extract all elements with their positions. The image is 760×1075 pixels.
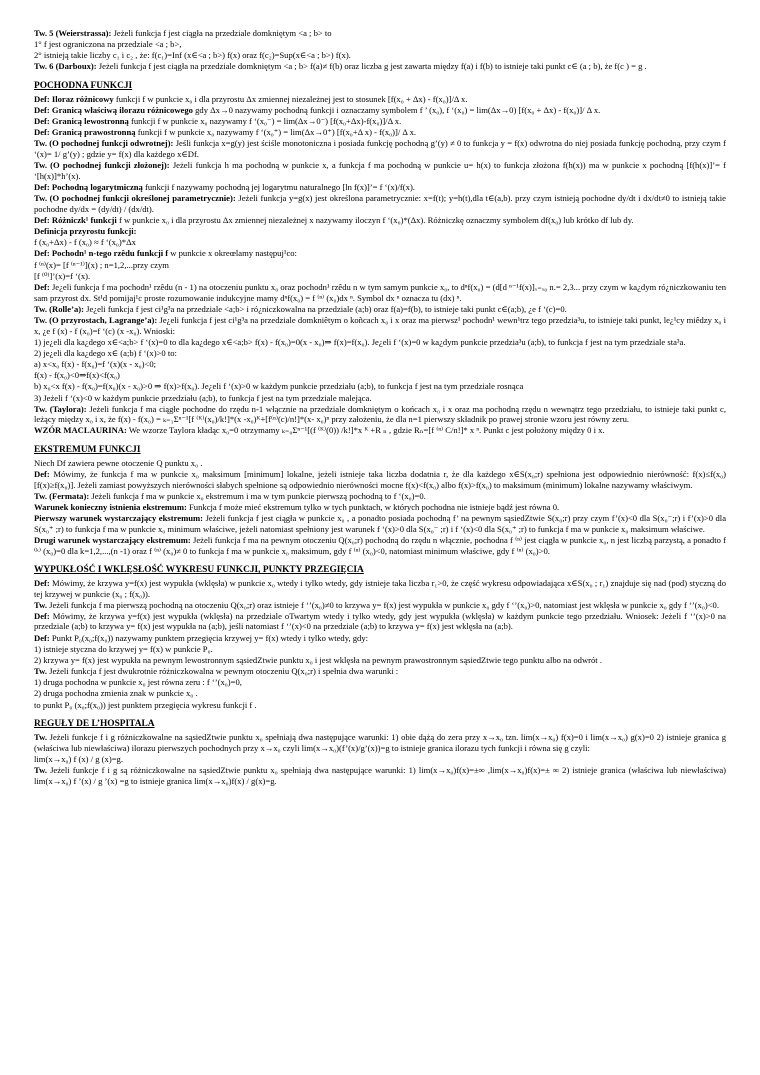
paragraph [34,469,726,490]
paragraph [34,458,726,469]
paragraph [34,491,726,502]
paragraph-label: Tw. (Fermata): [34,490,90,501]
paragraph-label: Def: [34,610,50,621]
section [34,81,726,436]
paragraph-label: Tw. [34,666,47,677]
paragraph-label: Warunek konieczny istnienia ekstremum: [34,501,187,512]
paragraph-text: Jeśli funkcja x=g(y) jest ściśle monotoniczna i posiada funkcję pochodną g’(y) ≠ 0 to funkcja y = f(x) odwrotna do niej posiada funkcję pochodną, przy czym f ‘(x)= 1/ g’(y) ; gdzie y= f(x) dla każdego x∈Df. [34,138,727,160]
section-heading: WYPUKŁOŚĆ I WKLĘSŁOŚĆ WYKRESU FUNKCJI, PUNKTY PRZEGIĘCIA [34,565,364,576]
paragraph-text: funkcji f w punkcie x₀ nazywamy f ‘(x₀⁺) = lim(Δx→0⁺) [f(x₀+Δ x) - f(x₀)]/ Δ x. [137,127,417,138]
paragraph-label: Tw. [34,599,47,610]
section [34,565,726,710]
paragraph [34,765,726,786]
paragraph [34,502,726,513]
paragraph-label: Def: Granicą prawostronną [34,127,136,138]
paragraph [34,754,726,765]
paragraph [34,404,726,425]
paragraph [34,271,726,282]
paragraph [34,28,726,39]
paragraph-label: Definicja przyrostu funkcji: [34,226,137,237]
paragraph-text: 2° istnieją takie liczby c₁ i c₂ , że: f(c₁)=Inf (x∈<a ; b>) f(x) oraz f(c₂)=Sup(x∈<a ; b>) f(x). [34,50,351,61]
section [34,445,726,556]
paragraph-text: b) x₀<x f(x) - f(x₀)=f(x₀)(x - x₀)>0 ⇒ f(x)>f(x₀). Je¿eli f ‘(x)>0 w każdym punkcie przedziału (a;b), to funkcja f jest na tym przedziale rosnąca [34,381,524,392]
paragraph-text: Jeżeli funkcja h ma pochodną w punkcie x, a funkcja f ma pochodną w punkcie u= h(x) to funkcja złożona f(h(x)) ma w punkcie x pochodną [f(h(x)]’= f ‘[h(x)]*h’(x). [34,160,727,181]
paragraph [34,677,726,688]
paragraph-text: Je¿eli funkcja f jest ci¹g³a na przedziale domkniêtym o koñcach x₀ i x oraz ma pierwsz¹ pochodn¹ wewn¹trz tego przedzia³u, to istnieje taki punkt, le¿¹cy miêdzy x₀ i x, ¿e f (x) - f (x₀)=f ‘(c) (x -x₀). Wnioski: [34,314,727,336]
paragraph [34,105,726,116]
paragraph-label: Def: Pochodn¹ n-tego rzêdu funkcji f [34,248,169,259]
paragraph [34,127,726,138]
paragraph-text: funkcji f w punkcie x₀ i dla przyrostu Δx zmiennej niezależnej jest to stosunek [f(x₀ + Δx) - f(x₀)]/Δ x. [115,93,468,104]
paragraph-text: [f ⁽⁰⁾]’(x)=f ‘(x). [34,270,91,281]
paragraph-label: Tw. [34,764,47,775]
paragraph-text: 2) je¿eli dla ka¿dego x∈ (a;b) f ‘(x)>0 to: [34,347,177,358]
paragraph-text: Jeżeli funkcja f ma ciągłe pochodne do rzędu n-1 włącznie na przedziale domkniętym o końcach x₀ i x oraz ma pochodną rzędu n wewnątrz tego przedziału, to istnieje taki punkt c, leżący między x₀ i x, że f(x) - f(x₀) = ₖ₌₁Σⁿ⁻¹[f ⁽ᴷ⁾(x₀)/k!]*(x -x₀)ᴷ+[f⁽ⁿ⁾(c)/n!]*(x- x₀)ⁿ przy założeniu, że dla n=1 pierwszy składnik po prawej stronie wzoru jest równy zeru. [34,403,726,425]
paragraph-text: Je¿eli funkcja f jest ci¹g³a na przedziale <a;b> i ró¿niczkowalna na przedziale (a;b) oraz f(a)=f(b), to istnieje taki punkt c∈(a;b), ¿e f ‘(c)=0. [86,303,567,314]
paragraph-label: Def: [34,281,50,292]
paragraph-text: a) x<x₀ f(x) - f(x₀)=f ‘(x)(x - x₀)<0; [34,359,157,370]
paragraph-label: Pierwszy warunek wystarczający ekstremum: [34,513,204,524]
paragraph [34,182,726,193]
paragraph-text: Punkt P₀(x₀;f(x₀)) nazywamy punktem przegięcia krzywej y= f(x) wtedy i tylko wtedy, gdy: [51,632,369,643]
paragraph-text: 1) druga pochodna w punkcie x₀ jest równa zeru : f ‘’(x₀)=0, [34,677,242,688]
paragraph-text: Jeżeli funkcje f i g są różniczkowalne na sąsiedZtwie punktu x₀ spełniają dwa następujące warunki: 1) lim(x→x₀)f(x)=±∞ ,lim(x→x₀)f(x)=± ∞ 2) istnieje granica (właściwa lub niewłaściwa) lim(x→x₀) f ’(x) / g ’(x) =g to istnieje granica lim(x→x₀)f(x) / g(x)=g. [34,764,726,786]
paragraph [34,116,726,127]
paragraph [34,94,726,105]
paragraph [34,226,726,237]
paragraph-text: Je¿eli funkcja f ma pochodn¹ rzêdu (n - 1) na otoczeniu punktu x₀ oraz pochodn¹ rzêdu n w tym samym punkcie x₀, to dⁿf(x₀) = (d[d ⁿ⁻¹f(x)]ₓ₌ₓ₀ n.= 2,3... przy czym w ka¿dym ró¿niczkowaniu ten sam przyrost dx. St¹d pomijaj¹c proste rozumowanie indukcyjne mamy dⁿf(x₀) = f ⁽ⁿ⁾ (x₀)dx ⁿ. Symbol dx ⁿ oznacza tu (dx) ⁿ. [34,281,726,303]
paragraph-text: Jeżeli funkcja f jest ciągła na przedziale domkniętym <a ; b> to [113,28,332,38]
paragraph-text: Jeżeli funkcja f jest ciągła w punkcie x₀ , a ponadto posiada pochodną f’ na pewnym sąsiedZtwie S(x₀;r) przy czym f’(x)<0 dla S(x₀⁻;r) i f’(x)>0 dla S(x₀⁺ ;r) to funkcja f ma w punkcie x₀ minimum właściwe, jeżeli natomiast spełniony jest warunek f ‘(x)>0 dla S(x₀⁻ ;r) i f ‘(x)<0 dla S(x₀⁺ ;r) to funkcja f ma w punkcie x₀ maksimum właściwe. [34,513,727,534]
paragraph-text: f ⁽ⁿ⁾(x)= [f ⁽ⁿ⁻¹⁾](x) ; n=1,2,...przy czym [34,259,169,270]
paragraph-text: 2) druga pochodna zmienia znak w punkcie x₀ . [34,688,198,699]
paragraph [34,644,726,655]
paragraph-text: Funkcja f może mieć ekstremum tylko w tych punktach, w których pochodna nie istnieje bądź jest równa 0. [189,501,560,512]
paragraph [34,655,726,666]
paragraph-label: Def: [34,632,50,643]
section [34,28,726,72]
paragraph-label: Def: Granicą lewostronną [34,116,129,127]
paragraph-text: f w punkcie x₀ i dla przyrostu Δx zmiennej niezależnej x nazywamy iloczyn f ‘(x₀)*(Δx). Różniczkę oznaczmy symbolem df(x₀) lub krótko df lub dy. [118,215,634,225]
paragraph [34,666,726,677]
paragraph [34,39,726,50]
paragraph-text: 1) istnieje styczna do krzywej y= f(x) w punkcie P₀. [34,643,213,654]
paragraph-text: Mówimy, że krzywa y=f(x) jest wypukła (wklęsła) na przedziale oTwartym wtedy i tylko wtedy, gdy jest wypukła (wklęsła) w każdym punkcie tego przedziału. Wniosek: Jeżeli f ‘’(x)>0 na przedziale (a;b) to krzywa y= f(x) jest wypukła na (a;b), jeśli natomiast f ‘’(x)<0 na przedziale (a;b) to krzywa y= f(x) jest wklęsła na (a;b). [34,610,726,632]
paragraph-text: 2) krzywa y= f(x) jest wypukła na pewnym lewostronnym sąsiedZtwie punktu x₀ i jest wklęsła na pewnym prawostronnym sąsiedZtwie tego punktu albo na odwrót . [34,654,602,665]
paragraph-text: Jeżeli funkcja f jest dwukrotnie różniczkowalna w pewnym otoczeniu Q(x₀;r) i spełnia dwa warunki : [49,666,399,677]
paragraph-label: Def: Pochodną logarytmiczną [34,182,143,193]
paragraph [34,535,726,556]
paragraph-label: Tw. (O pochodnej funkcji określonej parametrycznie): [34,193,236,204]
paragraph [34,700,726,711]
paragraph-label: Def: Iloraz różnicowy [34,93,114,104]
paragraph-text: 3) Jeżeli f ‘(x)<0 w każdym punkcie przedziału (a;b), to funkcja f jest na tym przedziale malejąca. [34,392,372,403]
paragraph [34,315,726,336]
paragraph-text: Jeżeli funkcja f ma na pewnym otoczeniu Q(x₀;r) pochodną do rzędu n włącznie, pochodna f ⁽ⁿ⁾ jest ciągła w punkcie x₀, n jest liczbą parzystą, a ponadto f ⁽ᵏ⁾ (x₀)=0 dla k=1,2,...,(n -1) oraz f ⁽ⁿ⁾ (x₀)≠ 0 to funkcja f ma w punkcie x₀ maksimum, gdy f ⁽ⁿ⁾ (x₀)<0, natomiast minimum właściwe, gdy f ⁽ⁿ⁾ (x₀)>0. [34,534,726,556]
paragraph [34,370,726,381]
paragraph [34,160,726,181]
section-heading: REGUŁY DE L’HOSPITALA [34,719,155,730]
paragraph-text: to punkt P₀ (x₀;f(x₀)) jest punktem przegięcia wykresu funkcji f . [34,699,257,710]
paragraph-text: Jeżeli funkcja f jest ciągła na przedziale domkniętym <a ; b> f(a)≠ f(b) oraz liczba g jest zawarta między f(a) i f(b) to istnieje taki punkt c∈ (a ; b), że f(c ) = g . [98,61,647,72]
paragraph [34,193,726,214]
paragraph-text: We wzorze Taylora kładąc x₀=0 otrzymamy ₖ₌₀Σⁿ⁻¹[(f ⁽ᴷ⁾(0)) /k!]*x ᴷ +R ₙ , gdzie Rₙ=[f ⁽ⁿ⁾ C/n!]* x ⁿ. Punkt c jest położony między 0 i x. [128,425,605,436]
section-heading: EKSTREMUM FUNKCJI [34,445,141,456]
paragraph [34,425,726,436]
paragraph-text: f (x₀+Δx) - f (x₀) ≈ f ‘(x₀)*Δx [34,237,136,248]
paragraph [34,237,726,248]
section-heading: POCHODNA FUNKCJI [34,81,133,92]
paragraph-text: funkcji f nazywamy pochodną jej logarytmu naturalnego [ln f(x)]’= f ‘(x)/f(x). [145,182,415,193]
paragraph-text: f(x) - f(x₀)<0⇒f(x)<f(x₀) [34,370,120,381]
paragraph-label: Tw. (O przyrostach, Lagrange’a): [34,314,158,325]
paragraph [34,732,726,753]
paragraph [34,260,726,271]
paragraph [34,393,726,404]
paragraph-label: Def: Różniczk¹ funkcji [34,215,117,225]
paragraph-text: 1) je¿eli dla ka¿dego x∈<a;b> f ‘(x)=0 to dla ka¿dego x∈<a;b> f(x) - f(x₀)=0(x - x₀)⇒ f(x)=f(x₀). Je¿eli f ‘(x)=0 w ka¿dym punkcie przedzia³u (a;b), to funkcja f jest na tym przedziale sta³a. [34,336,686,347]
paragraph [34,633,726,644]
paragraph-text: Niech Df zawiera pewne otoczenie Q punktu x₀ . [34,457,203,468]
paragraph-text: 1° f jest ograniczona na przedziale <a ; b>, [34,39,182,50]
paragraph [34,138,726,159]
paragraph [34,611,726,632]
paragraph-label: Tw. (O pochodnej funkcji odwrotnej): [34,138,174,149]
paragraph [34,304,726,315]
section [34,719,726,786]
paragraph [34,337,726,348]
paragraph-text: lim(x→x₀) f (x) / g (x)=g. [34,753,123,764]
paragraph [34,359,726,370]
paragraph-text: Mówimy, że funkcja f ma w punkcie x₀ maksimum [minimum] lokalne, jeżeli istnieje taka liczba dodatnia r, że dla każdego x∈S(x₀;r) spełniona jest odpowiednio nierówność: f(x)≤f(x₀) [f(x)≥f(x₀)]. Jeżeli zamiast powyższych nierówności słabych spełnione są odpowiednio nierówności mocne f(x)<f(x₀) albo f(x)>f(x₀) to maksimum (minimum) lokalne nazywamy właściwym. [34,468,726,490]
paragraph [34,688,726,699]
paragraph [34,248,726,259]
paragraph-label: Tw. (Rolle’a): [34,303,84,314]
paragraph [34,61,726,72]
paragraph [34,50,726,61]
paragraph-label: Def: [34,577,50,588]
paragraph [34,215,726,226]
paragraph-label: Tw. (O pochodnej funkcji złożonej): [34,160,170,171]
paragraph [34,381,726,392]
paragraph-label: Tw. 6 (Darboux): [34,61,97,72]
paragraph-text: Mówimy, że krzywa y=f(x) jest wypukła (wklęsła) w punkcie x₀ wtedy i tylko wtedy, gdy istnieje taka liczba r₁>0, że część wykresu odpowiadająca x∈S(x₀ ; r₁) znajduje się nad (pod) styczną do tej krzywej w punkcie (x₀ ; f(x₀)). [34,577,726,599]
paragraph-label: Drugi warunek wystarczający ekstremum: [34,534,191,545]
paragraph-text: Jeżeli funkcje f i g różniczkowalne na sąsiedZtwie punktu x₀ spełniają dwa następujące warunki: 1) obie dążą do zera przy x→x₀ tzn. lim(x→x₀) f(x)=0 i lim(x→x₀) g(x)=0 2) istnieje granica g (właściwa lub niewłaściwa) ilorazu pierwszych pochodnych przy x→x₀ czyli lim(x→x₀)(f’(x)/g’(x))=g to istnieje granica ilorazu tych funkcji i równa się g czyli: [34,731,726,753]
paragraph-label: Def: Granicą właściwą ilorazu różnicowego [34,104,193,115]
paragraph-text: Jeżeli funkcja f ma pierwszą pochodną na otoczeniu Q(x₀;r) oraz istnieje f ‘’(x₀)≠0 to krzywa y= f(x) jest wypukła w punkcie x₀ gdy f ‘’(x₀)>0, natomiast jest wklęsła w punkcie x₀ gdy f ‘’(x₀)<0. [49,599,719,610]
paragraph [34,600,726,611]
paragraph-label: Tw. (Taylora): [34,403,87,414]
paragraph [34,348,726,359]
paragraph-text: w punkcie x okreœlamy następuj¹co: [170,248,297,259]
paragraph-label: Tw. [34,731,47,742]
paragraph-text: Jeżeli funkcja y=g(x) jest określona parametrycznie: x=f(t); y=h(t),dla t∈(a,b). przy czym istnieją pochodne dy/dt i dx/dt≠0 to istnieją takie pochodne dy/dx = (dy/dt) / (dx/dt). [34,193,726,214]
paragraph-label: Tw. 5 (Weierstrassa): [34,28,112,38]
paragraph [34,282,726,303]
paragraph-text: funkcji f w punkcie x₀ nazywamy f ‘(x₀⁻) = lim(Δx→0⁻) [f(x₀+Δx)-f(x₀)]/Δ x. [131,116,402,127]
paragraph [34,513,726,534]
paragraph-text: gdy Δx→0 nazywamy pochodną funkcji i oznaczamy symbolem f ’ (x₀), f ‘(x₀) = lim(Δx→0) [f(x₀ + Δx) - f(x₀)]/ Δ x. [195,104,601,115]
paragraph-label: Def: [34,468,50,479]
paragraph [34,578,726,599]
paragraph-text: Jeżeli funkcja f ma w punkcie x₀ ekstremum i ma w tym punkcie pierwszą pochodną to f ‘(x₀)=0. [91,490,426,501]
paragraph-label: WZÓR MACLAURINA: [34,425,127,436]
